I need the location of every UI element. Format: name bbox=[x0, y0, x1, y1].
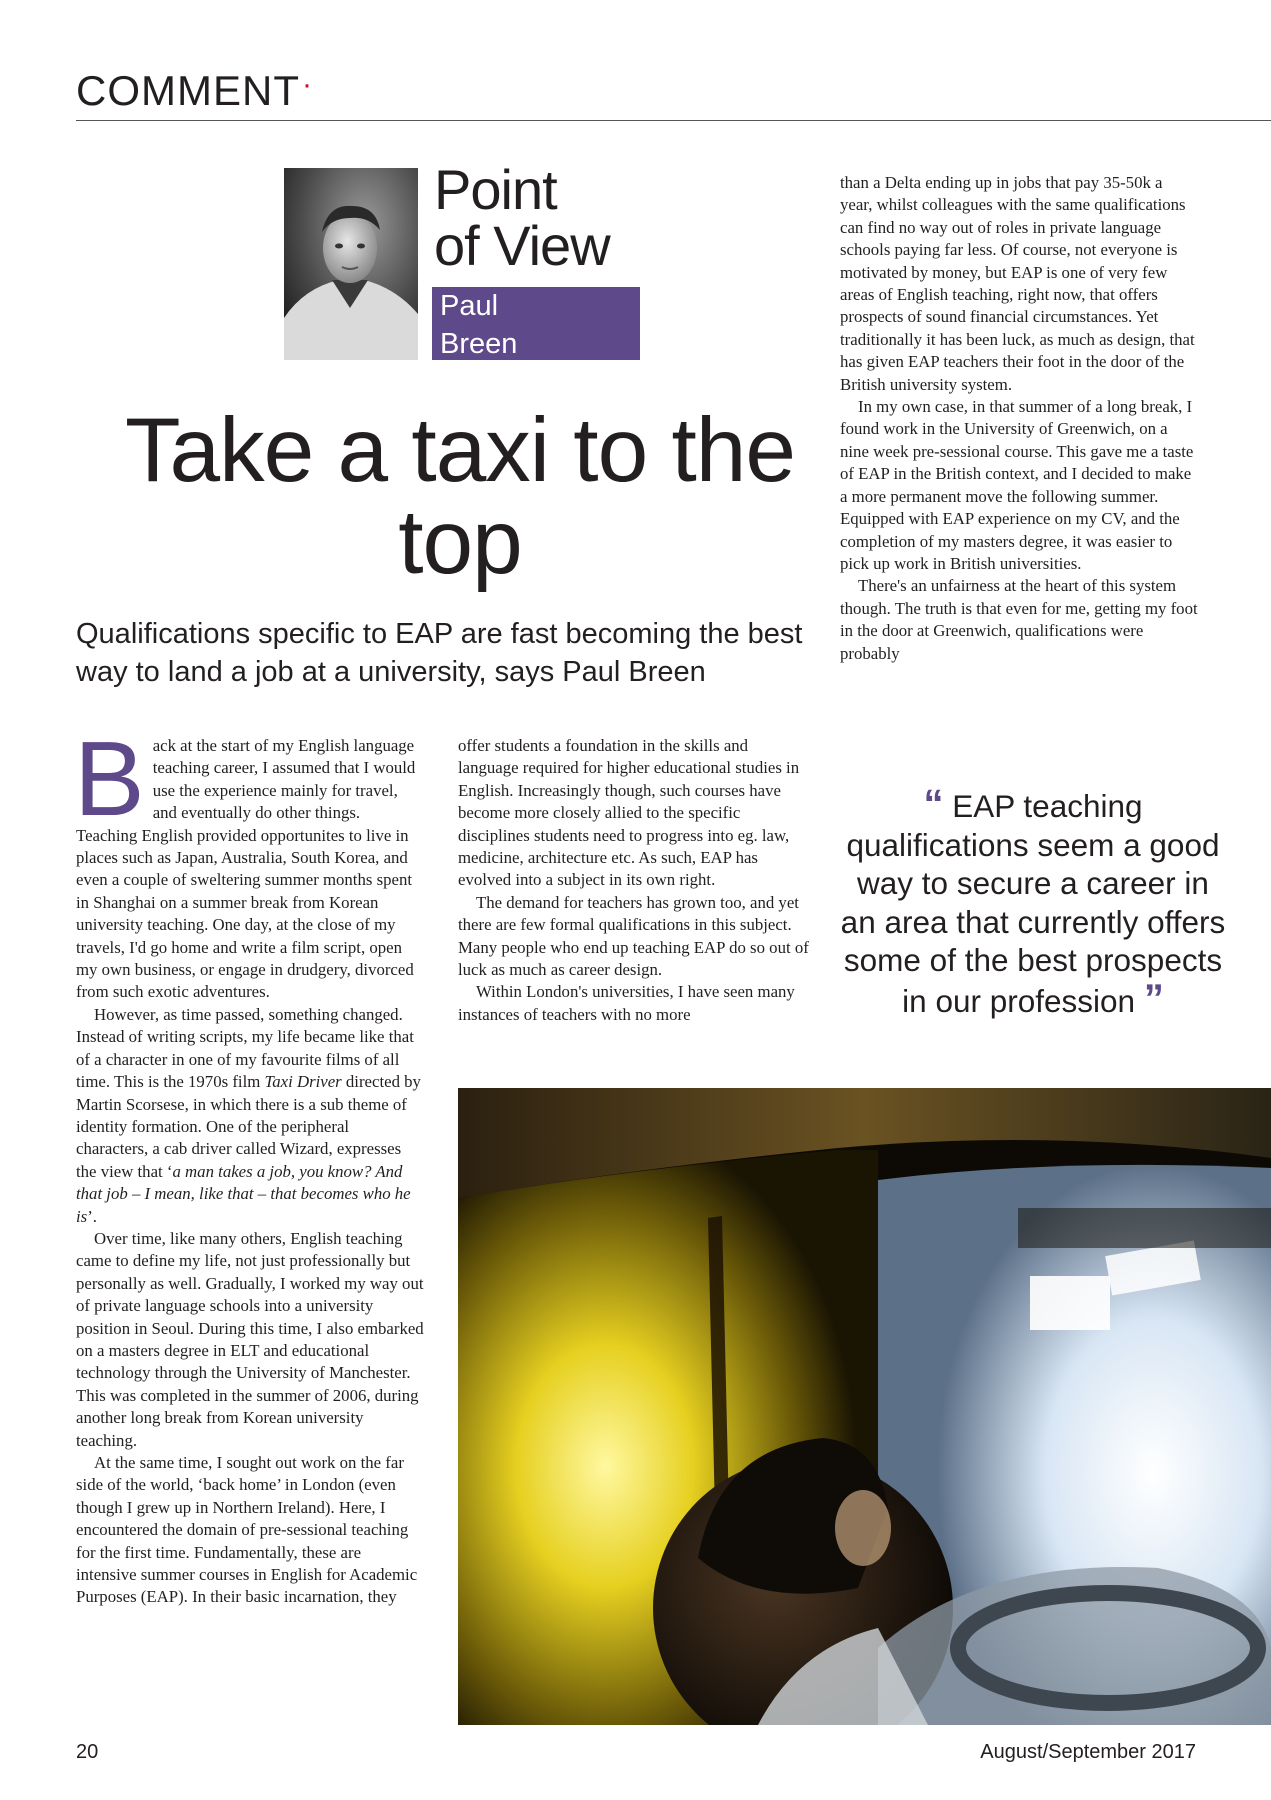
body-paragraph bbox=[74, 720, 424, 1004]
body-column-1 bbox=[74, 720, 424, 1609]
drop-cap: B bbox=[74, 720, 145, 838]
section-dot: · bbox=[301, 68, 313, 101]
body-paragraph: offer students a foundation in the skills and language required for higher educational studies in English. Increasingly though, such courses have become more closely allied to the specific disciplines students need to progress into eg. law, medicine, architecture etc. As such, EAP has evolved into a subject in its own right. bbox=[458, 736, 800, 890]
open-quote-icon: “ bbox=[923, 782, 944, 826]
body-paragraph: The demand for teachers has grown too, and yet there are few formal qualifications in this subject. Many people who end up teaching EAP do so out of luck as much as career design. bbox=[458, 892, 809, 980]
film-title: Taxi Driver bbox=[264, 1072, 342, 1092]
body-paragraph bbox=[76, 1004, 424, 1228]
body-text: directed by Martin Scorsese, in which there is a sub theme of identity formation. One of the peripheral characters, a cab driver called Wizard, expresses the view that ‘ bbox=[76, 1072, 421, 1181]
section-label bbox=[76, 67, 313, 114]
column-heading-line1: Point bbox=[434, 158, 557, 221]
pull-quote bbox=[836, 782, 1230, 1021]
film-quote: a man takes a job, you know? And that job – I mean, like that – that becomes who he is bbox=[76, 1161, 411, 1226]
author-photo bbox=[284, 168, 418, 360]
body-text: However, as time passed, something changed. Instead of writing scripts, my life became like that of a character in one of my favourite films of all time. This is the 1970s film bbox=[76, 1004, 414, 1092]
pull-quote-text: EAP teaching qualifications seem a good way to secure a career in an area that currently offers some of the best prospects in our profession bbox=[840, 788, 1226, 1019]
column-heading bbox=[434, 158, 610, 277]
section-label-text: COMMENT bbox=[76, 67, 300, 114]
close-quote-icon: ” bbox=[1143, 976, 1164, 1021]
column-heading-line2: of View bbox=[434, 214, 610, 277]
header-rule bbox=[76, 120, 1271, 121]
body-paragraph: Within London's universities, I have seen many instances of teachers with no more bbox=[458, 982, 795, 1024]
author-last-name: Breen bbox=[440, 328, 518, 360]
body-column-3 bbox=[840, 172, 1198, 665]
taxi-photo bbox=[458, 1088, 1271, 1725]
issue-date: August/September 2017 bbox=[980, 1741, 1196, 1763]
body-paragraph: There's an unfairness at the heart of this system though. The truth is that even for me, getting my foot in the door at Greenwich, qualifications were probably bbox=[840, 576, 1198, 663]
author-first-name: Paul bbox=[440, 290, 499, 322]
author-name bbox=[440, 287, 517, 363]
body-text: ’. bbox=[87, 1206, 97, 1226]
body-text: ack at the start of my English language teaching career, I assumed that I would use the experience mainly for travel, and eventually do other things. Teaching English provided opportunites to live in places such as Japan, Australia, South Korea, and even a couple of sweltering summer months spent in Shanghai on a summer break from Korean university teaching. One day, at the close of my travels, I'd go home and write a film script, open my own business, or engage in drudgery, divorced from such exotic adventures. bbox=[76, 736, 416, 1002]
body-paragraph: Over time, like many others, English teaching came to define my life, not just professionally but personally as well. Gradually, I worked my way out of private language schools into a university position in Seoul. During this time, I also embarked on a masters degree in ELT and educational technology through the University of Manchester. This was completed in the summer of 2006, during another long break from Korean university teaching. bbox=[76, 1228, 424, 1450]
body-column-2 bbox=[458, 735, 812, 1026]
headline: Take a taxi to the top bbox=[125, 400, 795, 593]
page-number: 20 bbox=[76, 1741, 99, 1763]
body-paragraph: than a Delta ending up in jobs that pay 35-50k a year, whilst colleagues with the same qualifications can find no way out of roles in private language schools paying far less. Of course, not everyone is motivated by money, but EAP is one of very few areas of English teaching, right now, that offers prospects of sound financial circumstances. Yet traditionally it has been luck, as much as design, that has given EAP teachers their foot in the door of the British university system. bbox=[840, 173, 1195, 394]
standfirst: Qualifications specific to EAP are fast becoming the best way to land a job at a university, says Paul Breen bbox=[76, 618, 803, 688]
author-box bbox=[432, 287, 640, 360]
body-paragraph: At the same time, I sought out work on the far side of the world, ‘back home’ in London (even though I grew up in Northern Ireland). Here, I encountered the domain of pre-sessional teaching for the first time. Fundamentally, these are intensive summer courses in English for Academic Purposes (EAP). In their basic incarnation, they bbox=[76, 1453, 418, 1607]
body-paragraph: In my own case, in that summer of a long break, I found work in the University of Greenwich, on a nine week pre-sessional course. This gave me a taste of EAP in the British context, and I decided to make a more permanent move the following summer. Equipped with EAP experience on my CV, and the completion of my masters degree, it was easier to pick up work in British universities. bbox=[840, 397, 1194, 573]
